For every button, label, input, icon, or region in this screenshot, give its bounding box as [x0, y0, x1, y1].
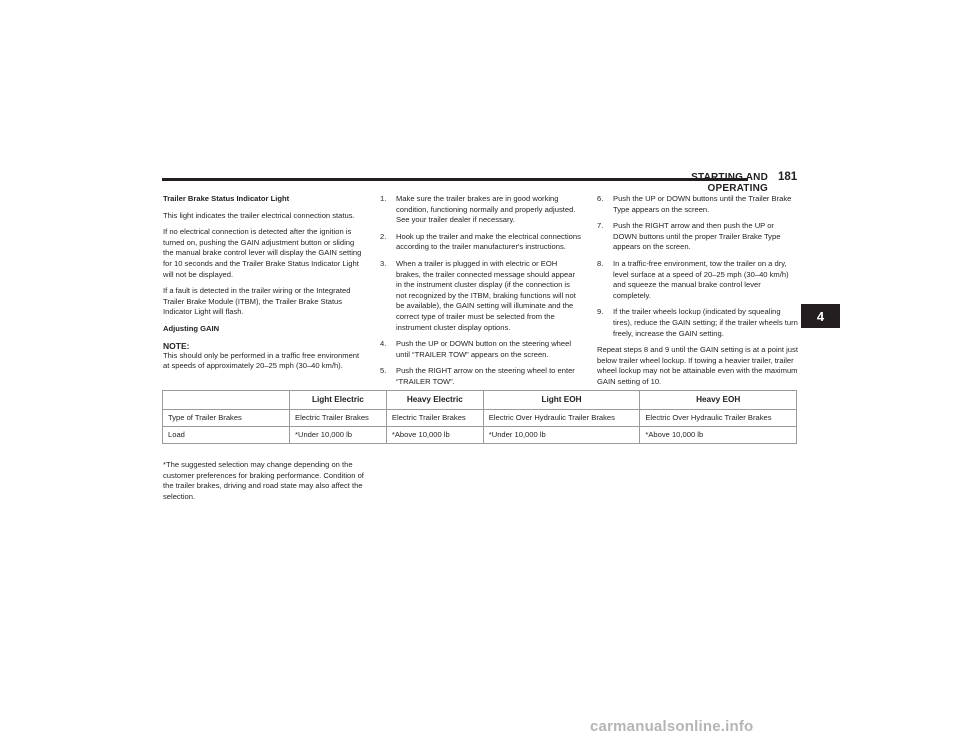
- column-right: [597, 194, 799, 394]
- table-cell: Type of Trailer Brakes: [163, 410, 290, 427]
- table-cell: Electric Over Hydraulic Trailer Brakes: [640, 410, 797, 427]
- table-cell: *Above 10,000 lb: [386, 427, 483, 444]
- step-text: Push the UP or DOWN button on the steering wheel until “TRAILER TOW” appears on the screen.: [396, 339, 572, 359]
- step-item: [380, 232, 582, 253]
- step-number: 9.: [597, 307, 604, 317]
- table-cell: Load: [163, 427, 290, 444]
- step-item: [380, 366, 582, 387]
- step-text: Push the RIGHT arrow and then push the UP or DOWN buttons until the proper Trailer Brake Type appears on the screen.: [613, 221, 781, 252]
- step-number: 5.: [380, 366, 387, 376]
- closing-paragraph: Repeat steps 8 and 9 until the GAIN setting is at a point just below trailer wheel lockup. If towing a heavier trailer, trailer wheel lockup may not be attainable even with the maximum GAIN setting of 10.: [597, 345, 798, 386]
- step-text: Push the UP or DOWN buttons until the Trailer Brake Type appears on the screen.: [613, 194, 792, 214]
- table-cell: Electric Over Hydraulic Trailer Brakes: [483, 410, 640, 427]
- step-number: 4.: [380, 339, 387, 349]
- steps-list-1: [380, 194, 582, 388]
- table-footnote: *The suggested selection may change depending on the customer preferences for braking performance. Condition of the trailer brakes, driving and road state may also affect the selection.: [163, 460, 364, 501]
- table-row: [163, 427, 797, 444]
- page-number: 181: [778, 171, 798, 183]
- step-text: Push the RIGHT arrow on the steering wheel to enter “TRAILER TOW”.: [396, 366, 575, 386]
- step-number: 7.: [597, 221, 604, 231]
- table-header-cell: Light Electric: [290, 391, 387, 410]
- step-item: [380, 259, 582, 333]
- table-row: [163, 410, 797, 427]
- paragraph: If a fault is detected in the trailer wiring or the Integrated Trailer Brake Module (ITBM), the Trailer Brake Status Indicator Light will flash.: [163, 286, 351, 317]
- step-number: 1.: [380, 194, 387, 203]
- steps-list-2: [597, 194, 799, 339]
- table-cell: *Under 10,000 lb: [290, 427, 387, 444]
- table-header-cell: [163, 391, 290, 410]
- step-text: In a traffic-free environment, tow the trailer on a dry, level surface at a speed of 20–25 mph (30–40 km/h) and squeeze the manual brake control lever completely.: [613, 258, 789, 300]
- heading-adjusting-gain: Adjusting GAIN: [163, 323, 220, 333]
- column-left: [163, 194, 365, 378]
- step-text: Hook up the trailer and make the electrical connections according to the trailer manufacturer's instructions.: [396, 231, 581, 252]
- step-item: [597, 221, 799, 253]
- table-cell: Electric Trailer Brakes: [386, 410, 483, 427]
- table-header-row: [163, 391, 797, 410]
- step-text: If the trailer wheels lockup (indicated by squealing tires), reduce the GAIN setting; if the trailer wheels turn freely, increase the GAIN setting.: [613, 307, 798, 338]
- note-text: This should only be performed in a traffic free environment at speeds of approximately 20–25 mph (30–40 km/h).: [163, 350, 360, 371]
- step-item: [380, 339, 582, 360]
- table-cell: Electric Trailer Brakes: [290, 410, 387, 427]
- step-item: [597, 307, 799, 339]
- table-header-cell: Heavy EOH: [640, 391, 797, 410]
- step-text: Make sure the trailer brakes are in good working condition, functioning normally and properly adjusted. See your trailer dealer if necessary.: [396, 194, 576, 225]
- section-title: STARTING AND OPERATING: [691, 172, 768, 194]
- step-text: When a trailer is plugged in with electric or EOH brakes, the trailer connected message should appear in the instrument cluster display (if the connection is not recognized by the ITBM, braking functions will not be available), the GAIN setting will illuminate and the correct type of trailer must be selected from the instrument cluster display options.: [396, 258, 576, 332]
- step-item: [597, 194, 799, 215]
- step-number: 8.: [597, 258, 604, 268]
- table-header-cell: Heavy Electric: [386, 391, 483, 410]
- watermark: carmanualsonline.info: [590, 718, 754, 735]
- paragraph: If no electrical connection is detected after the ignition is turned on, pushing the GAIN adjustment button or sliding the manual brake control lever will display the GAIN setting for 10 seconds and the Trailer Brake Status Indicator Light will not be displayed.: [163, 227, 362, 279]
- step-number: 2.: [380, 231, 387, 241]
- heading-status-light: Trailer Brake Status Indicator Light: [163, 194, 290, 203]
- table-cell: *Above 10,000 lb: [640, 427, 797, 444]
- note-label: NOTE:: [163, 340, 190, 351]
- step-item: [380, 194, 582, 226]
- chapter-tab: 4: [801, 304, 840, 328]
- table-header-cell: Light EOH: [483, 391, 640, 410]
- paragraph: This light indicates the trailer electrical connection status.: [163, 210, 355, 220]
- step-item: [597, 259, 799, 301]
- step-number: 6.: [597, 194, 604, 203]
- step-number: 3.: [380, 258, 387, 268]
- table-cell: *Under 10,000 lb: [483, 427, 640, 444]
- trailer-brake-type-table: [162, 390, 797, 444]
- column-middle: [380, 194, 582, 394]
